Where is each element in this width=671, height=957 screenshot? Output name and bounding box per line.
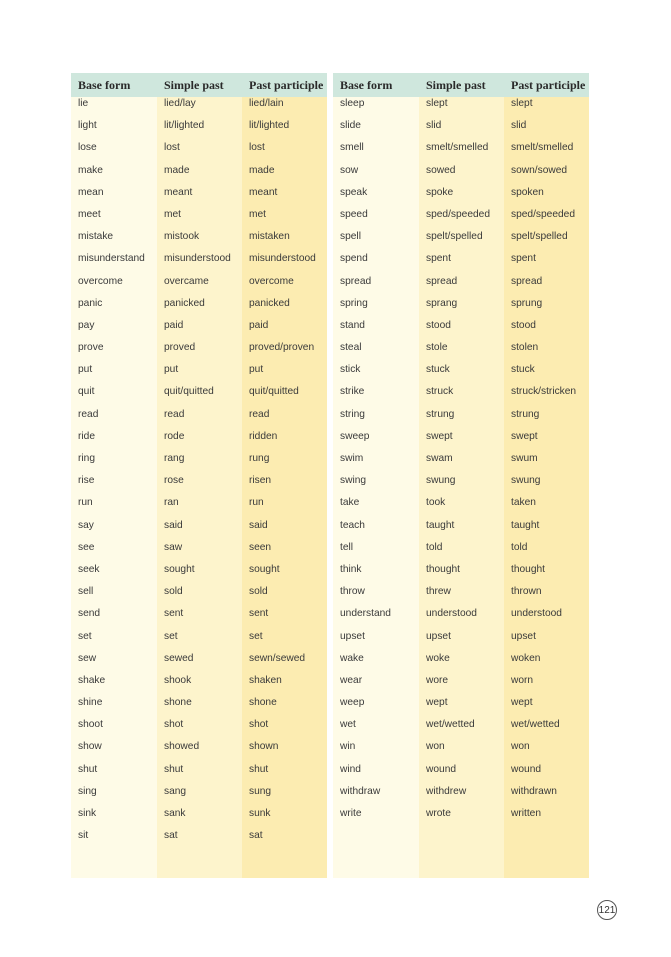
base-form-cell: sow [340,164,359,176]
past-participle-cell: mistaken [249,231,290,243]
base-form-cell: swing [340,475,367,487]
simple-past-cell: told [426,541,443,553]
past-participle-cell: overcome [249,275,294,287]
base-form-cell: throw [340,586,365,598]
past-participle-cell: made [249,164,275,176]
base-form-cell: mistake [78,231,114,243]
base-form-cell: steal [340,342,362,354]
base-form-cell: put [78,364,93,376]
simple-past-cell: sank [164,808,186,819]
simple-past-cell: made [164,164,190,176]
base-form-cell: smell [340,142,364,154]
past-participle-cell: slid [511,120,527,132]
base-form-cell: swim [340,453,364,464]
base-form-cell: withdraw [340,785,381,797]
past-participle-cell: upset [511,630,536,642]
base-form-cell: lose [78,142,97,154]
base-form-cell: teach [340,519,365,531]
simple-past-cell: spread [426,275,458,287]
past-participle-cell: spread [511,275,543,287]
base-form-cell: mean [78,186,104,198]
past-participle-cell: wet/wetted [511,719,560,731]
base-form-cell: spread [340,275,372,287]
simple-past-cell: saw [164,541,183,553]
simple-past-cell: woke [426,652,450,664]
past-participle-cell: thrown [511,586,542,598]
column-header-simple-past: Simple past [419,73,504,97]
simple-past-cell: meant [164,186,193,198]
base-form-cell: take [340,497,360,509]
simple-past-column [419,73,504,878]
past-participle-cell: stood [511,319,536,331]
past-participle-cell: sold [249,586,268,598]
base-form-column [71,73,157,878]
base-form-cell: lie [78,98,89,109]
page-number: 121 [597,900,617,920]
simple-past-cell: sought [164,563,195,575]
past-participle-cell: rung [249,453,270,464]
past-participle-column [504,73,589,878]
base-form-cell: stick [340,364,361,376]
simple-past-cell: sold [164,586,183,598]
simple-past-cell: panicked [164,297,205,309]
past-participle-cell: written [511,808,542,819]
simple-past-cell: sat [164,830,178,842]
past-participle-cell: sent [249,608,269,620]
base-form-cell: think [340,563,362,575]
simple-past-cell: rang [164,453,185,464]
past-participle-cell: stolen [511,342,539,354]
simple-past-cell: sang [164,785,187,797]
past-participle-cell: risen [249,475,272,487]
simple-past-cell: sprang [426,297,458,309]
past-participle-cell: sought [249,563,280,575]
simple-past-cell: said [164,519,183,531]
past-participle-cell: set [249,630,263,642]
past-participle-cell: spoken [511,186,544,198]
base-form-cell: sleep [340,98,365,109]
base-form-cell: prove [78,342,104,354]
base-form-cell: spell [340,231,361,243]
past-participle-cell: seen [249,541,272,553]
past-participle-cell: meant [249,186,278,198]
past-participle-cell: shone [249,697,277,709]
column-header-simple-past: Simple past [157,73,242,97]
base-form-cell: sink [78,808,97,819]
base-form-cell: meet [78,208,101,220]
base-form-cell: weep [340,697,365,709]
base-form-cell: ring [78,453,95,464]
past-participle-cell: sunk [249,808,271,819]
simple-past-cell: spent [426,253,451,265]
base-form-cell: tell [340,541,354,553]
simple-past-cell: shut [164,763,184,775]
base-form-cell: sew [78,652,97,664]
base-form-cell: write [340,808,362,819]
verb-table-left [71,73,327,878]
base-form-cell: misunderstand [78,253,145,265]
simple-past-cell: swung [426,475,456,487]
simple-past-cell: sowed [426,164,456,176]
past-participle-cell: sewn/sewed [249,652,306,664]
simple-past-cell: thought [426,563,460,575]
base-form-cell: stand [340,319,365,331]
past-participle-column [242,73,327,878]
past-participle-cell: understood [511,608,562,620]
past-participle-cell: lost [249,142,265,154]
column-header-base-form: Base form [333,73,419,97]
simple-past-cell: wept [426,697,448,709]
past-participle-cell: sped/speeded [511,208,576,220]
base-form-cell: quit [78,386,95,398]
simple-past-cell: shone [164,697,192,709]
base-form-cell: spring [340,297,368,309]
base-form-cell: understand [340,608,391,620]
past-participle-cell: quit/quitted [249,386,299,398]
past-participle-cell: panicked [249,297,290,309]
past-participle-cell: won [511,741,530,753]
base-form-column [333,73,419,878]
simple-past-cell: overcame [164,275,209,287]
past-participle-cell: run [249,497,264,509]
base-form-cell: sell [78,586,94,598]
past-participle-cell: sat [249,830,263,842]
base-form-cell: run [78,497,93,509]
past-participle-cell: wept [511,697,533,709]
simple-past-cell: spoke [426,186,454,198]
base-form-cell: upset [340,630,365,642]
past-participle-cell: swum [511,453,538,464]
simple-past-cell: sent [164,608,184,620]
base-form-cell: shine [78,697,103,709]
simple-past-cell: lost [164,142,180,154]
column-header-past-participle: Past participle [242,73,327,97]
past-participle-cell: shown [249,741,279,753]
past-participle-cell: ridden [249,430,278,442]
past-participle-cell: read [249,408,270,420]
base-form-cell: send [78,608,101,620]
simple-past-cell: swept [426,430,453,442]
base-form-cell: seek [78,563,100,575]
simple-past-cell: shot [164,719,184,731]
past-participle-cell: shaken [249,674,282,686]
simple-past-cell: set [164,630,178,642]
simple-past-cell: read [164,408,185,420]
past-participle-cell: withdrawn [511,785,557,797]
simple-past-cell: lied/lay [164,98,196,109]
past-participle-cell: lit/lighted [249,120,290,132]
past-participle-cell: met [249,208,266,220]
simple-past-cell: won [426,741,445,753]
simple-past-cell: mistook [164,231,200,243]
past-participle-cell: shot [249,719,269,731]
past-participle-cell: spent [511,253,536,265]
simple-past-cell: stood [426,319,451,331]
past-participle-cell: swung [511,475,541,487]
past-participle-cell: struck/stricken [511,386,577,398]
past-participle-cell: paid [249,319,269,331]
past-participle-cell: taken [511,497,536,509]
past-participle-cell: slept [511,98,533,109]
simple-past-cell: wound [426,763,457,775]
simple-past-cell: wore [426,674,449,686]
base-form-cell: strike [340,386,365,398]
simple-past-cell: stole [426,342,448,354]
base-form-cell: wear [340,674,363,686]
base-form-cell: pay [78,319,95,331]
past-participle-cell: said [249,519,268,531]
base-form-cell: overcome [78,275,123,287]
simple-past-cell: strung [426,408,455,420]
past-participle-cell: shut [249,763,269,775]
base-form-cell: speak [340,186,368,198]
base-form-cell: say [78,519,94,531]
past-participle-cell: proved/proven [249,342,315,354]
past-participle-cell: sung [249,785,272,797]
simple-past-cell: stuck [426,364,450,376]
past-participle-cell: strung [511,408,540,420]
base-form-cell: speed [340,208,368,220]
simple-past-cell: threw [426,586,451,598]
simple-past-cell: slid [426,120,442,132]
past-participle-cell: misunderstood [249,253,316,265]
simple-past-cell: taught [426,519,455,531]
simple-past-cell: misunderstood [164,253,231,265]
simple-past-cell: lit/lighted [164,120,205,132]
simple-past-cell: took [426,497,446,509]
past-participle-cell: worn [511,674,534,686]
past-participle-cell: woken [511,652,541,664]
past-participle-cell: sown/sowed [511,164,568,176]
column-header-base-form: Base form [71,73,157,97]
past-participle-cell: wound [511,763,542,775]
simple-past-cell: upset [426,630,451,642]
simple-past-cell: understood [426,608,477,620]
column-header-past-participle: Past participle [504,73,589,97]
simple-past-cell: rose [164,475,184,487]
simple-past-cell: smelt/smelled [426,142,489,154]
base-form-cell: light [78,120,97,132]
simple-past-cell: slept [426,98,448,109]
base-form-cell: sit [78,830,89,842]
simple-past-cell: paid [164,319,184,331]
verb-table-right [333,73,589,878]
simple-past-cell: spelt/spelled [426,231,483,243]
base-form-cell: panic [78,297,103,309]
simple-past-cell: proved [164,342,196,354]
base-form-cell: shoot [78,719,103,731]
simple-past-cell: rode [164,430,185,442]
past-participle-cell: spelt/spelled [511,231,568,243]
base-form-cell: show [78,741,102,753]
base-form-cell: string [340,408,365,420]
past-participle-cell: lied/lain [249,98,284,109]
base-form-cell: set [78,630,92,642]
simple-past-cell: swam [426,453,453,464]
base-form-cell: make [78,164,103,176]
simple-past-cell: showed [164,741,200,753]
past-participle-cell: taught [511,519,540,531]
simple-past-cell: shook [164,674,192,686]
base-form-cell: wet [340,719,356,731]
simple-past-cell: sewed [164,652,194,664]
base-form-cell: shake [78,674,106,686]
base-form-cell: sing [78,785,97,797]
base-form-cell: read [78,408,99,420]
past-participle-cell: sprung [511,297,543,309]
base-form-cell: ride [78,430,95,442]
simple-past-cell: sped/speeded [426,208,491,220]
past-participle-cell: swept [511,430,538,442]
base-form-cell: wake [340,652,364,664]
base-form-cell: shut [78,763,98,775]
past-participle-cell: put [249,364,264,376]
simple-past-cell: put [164,364,179,376]
base-form-cell: wind [340,763,361,775]
simple-past-cell: met [164,208,181,220]
base-form-cell: spend [340,253,368,265]
base-form-cell: slide [340,120,361,132]
simple-past-cell: struck [426,386,454,398]
simple-past-cell: quit/quitted [164,386,214,398]
simple-past-cell: wrote [426,808,451,819]
simple-past-column [157,73,242,878]
base-form-cell: win [340,741,356,753]
base-form-cell: see [78,541,95,553]
simple-past-cell: withdrew [426,785,467,797]
base-form-cell: rise [78,475,95,487]
base-form-cell: sweep [340,430,370,442]
past-participle-cell: thought [511,563,545,575]
past-participle-cell: stuck [511,364,535,376]
past-participle-cell: told [511,541,528,553]
past-participle-cell: smelt/smelled [511,142,574,154]
simple-past-cell: ran [164,497,179,509]
simple-past-cell: wet/wetted [426,719,475,731]
